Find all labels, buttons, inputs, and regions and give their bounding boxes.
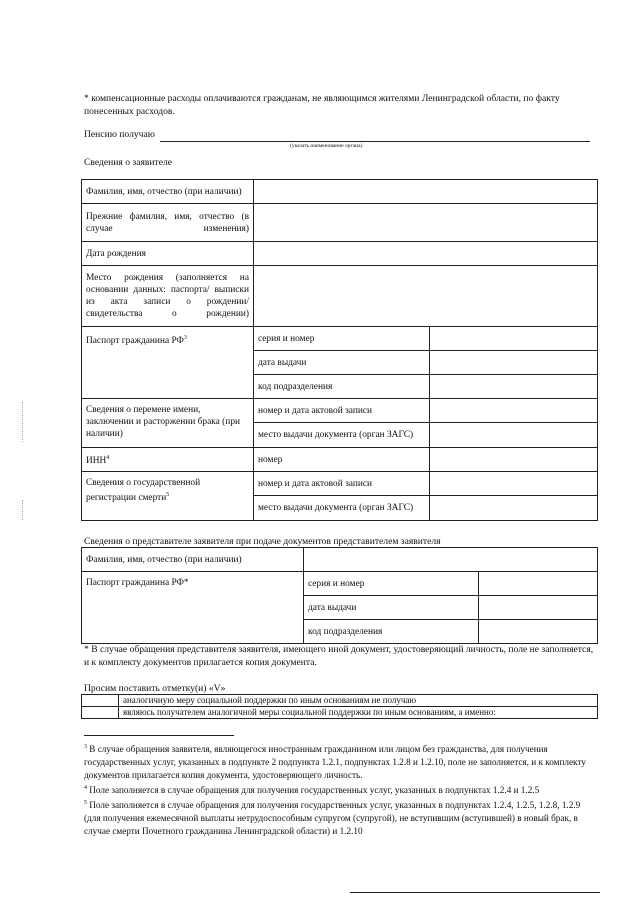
series-number-label: серия и номер — [254, 327, 430, 351]
applicant-section-title: Сведения о заявителе — [84, 157, 173, 168]
footnote-3 — [84, 741, 598, 782]
name-change-label: Сведения о перемене имени, заключении и расторжении брака (при наличии) — [82, 399, 254, 448]
footnote-ref-4: 4 — [106, 454, 110, 461]
passport-label-text: Паспорт гражданина РФ — [86, 336, 184, 347]
passport-label — [82, 327, 254, 399]
rep-division-code-field[interactable] — [479, 620, 598, 644]
inn-label-text: ИНН — [86, 456, 107, 467]
mark-option-1: аналогичную меру социальной поддержки по иным основаниям не получаю — [119, 695, 598, 707]
act-record-field[interactable] — [430, 399, 598, 423]
bottom-rule — [350, 892, 600, 893]
rep-issue-date-field[interactable] — [479, 596, 598, 620]
act-record-label: номер и дата актовой записи — [254, 399, 430, 423]
footnote-ref-3: 3 — [183, 335, 187, 341]
rep-division-code-label: код подразделения — [304, 620, 479, 644]
former-fio-label: Прежние фамилия, имя, отчество (в случае изменения) — [82, 204, 254, 242]
death-act-record-label: номер и дата актовой записи — [254, 472, 430, 496]
footnote-number: 5 — [84, 800, 87, 807]
pension-label: Пенсию получаю — [84, 129, 155, 140]
marks-title: Просим поставить отметку(и) «V» — [84, 683, 226, 694]
fio-label: Фамилия, имя, отчество (при наличии) — [82, 180, 254, 204]
margin-guide — [22, 500, 24, 520]
representative-section-title: Сведения о представителе заявителя при подаче документов представителем заявителя — [84, 536, 441, 547]
death-issue-place-label: место выдачи документа (орган ЗАГС) — [254, 496, 430, 521]
footnote-4 — [84, 782, 598, 797]
birth-date-field[interactable] — [254, 242, 598, 266]
death-issue-place-field[interactable] — [430, 496, 598, 521]
footnote-number: 3 — [84, 744, 87, 750]
issue-date-label: дата выдачи — [254, 351, 430, 375]
issue-place-label: место выдачи документа (орган ЗАГС) — [254, 423, 430, 448]
compensation-note: * компенсационные расходы оплачиваются гражданам, не являющимся жителями Ленинградской области, по факту понесенных расходов. — [84, 93, 560, 117]
footnote-ref-5: 5 — [166, 492, 170, 498]
rep-fio-label: Фамилия, имя, отчество (при наличии) — [82, 548, 304, 572]
former-fio-field[interactable] — [254, 204, 598, 242]
mark-option-2: являюсь получателем аналогичной меры социальной поддержки по иным основаниям, а именно: — [119, 707, 598, 719]
fio-field[interactable] — [254, 180, 598, 204]
mark-checkbox-1[interactable] — [82, 695, 119, 707]
birth-place-label: Место рождения (заполняется на основании данных: паспорта/ выписки из акта записи о рождении/ свидетельства о рождении) — [82, 266, 254, 327]
birth-place-field[interactable] — [254, 266, 598, 327]
footnote-text: В случае обращения заявителя, являющегося иностранным гражданином или лицом без гражданства, для получения государственных услуг, указанных в подпункте 2 подпункта 1.2.1, подпунктах 1.2.8 и 1.2.10, поле не заполняется, и к комплекту документов прилагается копия документа, удостоверяющего личность. — [84, 744, 586, 781]
rep-passport-label: Паспорт гражданина РФ* — [82, 572, 304, 644]
pension-input-line[interactable] — [160, 141, 590, 142]
inn-field[interactable] — [430, 448, 598, 472]
rep-series-number-label: серия и номер — [304, 572, 479, 596]
representative-note: * В случае обращения представителя заявителя, имеющего иной документ, удостоверяющий личность, поле не заполняется, и к комплекту документов прилагается копия документа. — [84, 644, 594, 668]
division-code-label: код подразделения — [254, 375, 430, 399]
applicant-table — [81, 179, 598, 521]
rep-issue-date-label: дата выдачи — [304, 596, 479, 620]
footnote-number: 4 — [84, 785, 87, 792]
footnotes — [84, 741, 598, 838]
footnote-separator — [84, 735, 234, 736]
margin-guide — [22, 402, 24, 442]
issue-place-field[interactable] — [430, 423, 598, 448]
representative-table — [81, 547, 598, 644]
inn-number-label: номер — [254, 448, 430, 472]
footnote-5 — [84, 797, 598, 838]
marks-table — [81, 694, 598, 719]
footnote-text: Поле заполняется в случае обращения для получения государственных услуг, указанных в подпунктах 1.2.4 и 1.2.5 — [87, 785, 540, 796]
pension-caption: (указать наименование органа) — [290, 143, 363, 149]
birth-date-label: Дата рождения — [82, 242, 254, 266]
inn-label — [82, 448, 254, 472]
mark-checkbox-2[interactable] — [82, 707, 119, 719]
division-code-field[interactable] — [430, 375, 598, 399]
series-number-field[interactable] — [430, 327, 598, 351]
death-reg-label — [82, 472, 254, 521]
death-act-record-field[interactable] — [430, 472, 598, 496]
rep-series-number-field[interactable] — [479, 572, 598, 596]
issue-date-field[interactable] — [430, 351, 598, 375]
footnote-text: Поле заполняется в случае обращения для получения государственных услуг, указанных в подпунктах 1.2.4, 1.2.5, 1.2.8, 1.2.9 (для получения ежемесячной выплаты нетрудоспособным супругом (супругой), не вступившим (вступившей) в новый брак, в случае смерти Почетного гражданина Ленинградской области) и 1.2.10 — [84, 800, 581, 837]
death-reg-label-text: Сведения о государственной регистрации смерти — [86, 478, 201, 504]
rep-fio-field[interactable] — [304, 548, 598, 572]
